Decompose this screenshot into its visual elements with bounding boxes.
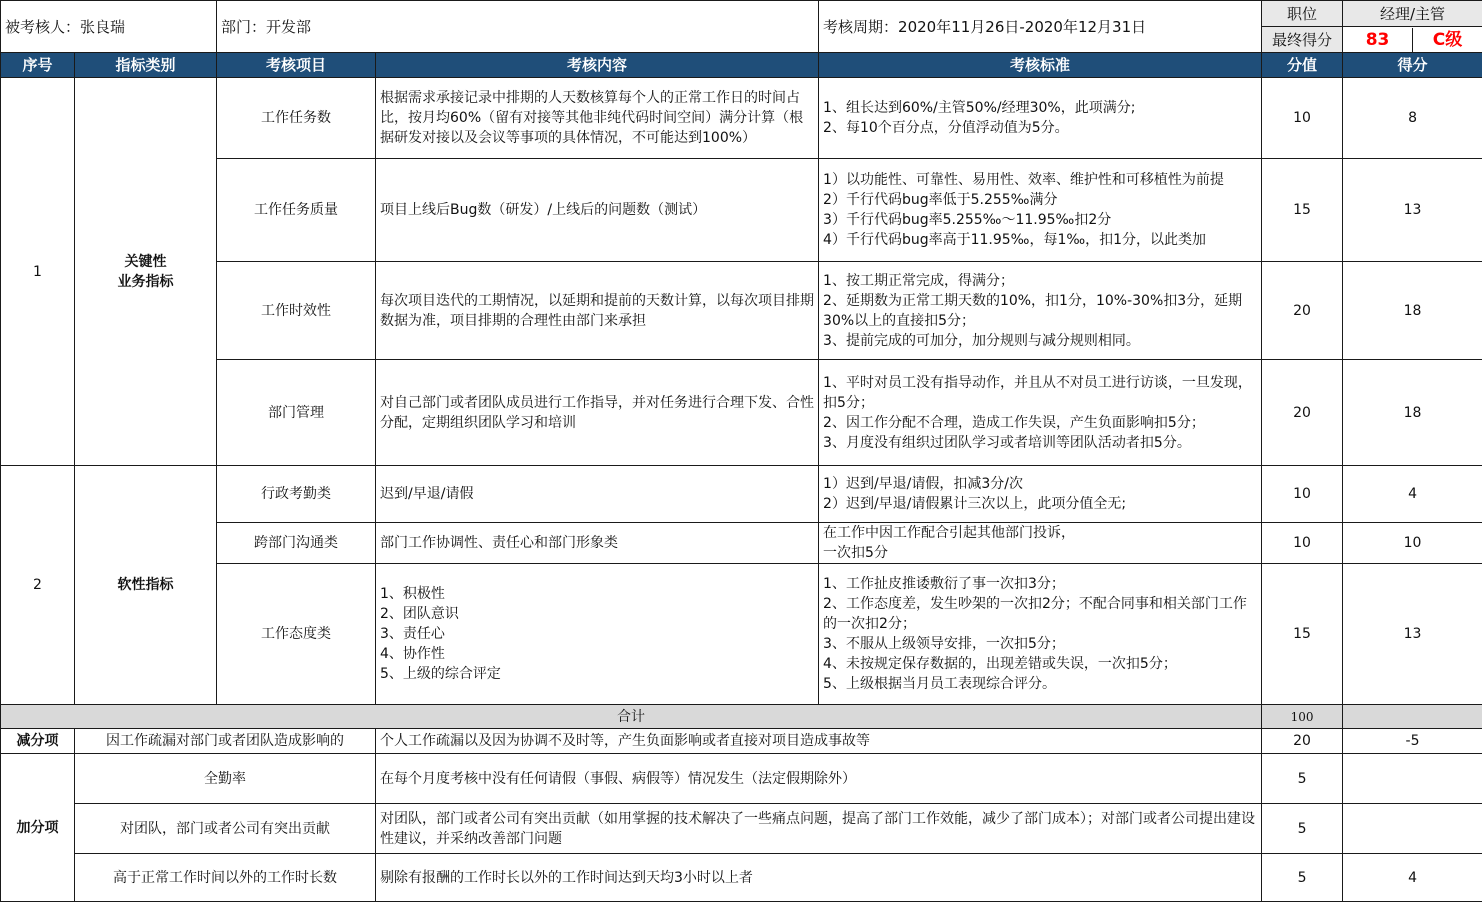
item-content: 每次项目迭代的工期情况，以延期和提前的天数计算，以每次项目排期数据为准，项目排期的合理性由部门来承担 bbox=[376, 262, 819, 360]
total-label: 合计 bbox=[1, 705, 1262, 729]
final-score-label: 最终得分 bbox=[1262, 27, 1343, 53]
total-points: 100 bbox=[1262, 705, 1343, 729]
bonus-content: 对团队，部门或者公司有突出贡献（如用掌握的技术解决了一些痛点问题，提高了部门工作效能，减少了部门成本）；对部门或者公司提出建设性建议，并采纳改善部门问题 bbox=[376, 804, 1262, 854]
item-score: 10 bbox=[1343, 523, 1482, 564]
item-score: 18 bbox=[1343, 360, 1482, 466]
bonus-content: 在每个月度考核中没有任何请假（事假、病假等）情况发生（法定假期除外） bbox=[376, 754, 1262, 804]
table-row bbox=[1, 159, 1482, 262]
bonus-project: 对团队，部门或者公司有突出贡献 bbox=[75, 804, 376, 854]
item-score: 4 bbox=[1343, 466, 1482, 523]
total-score bbox=[1343, 705, 1482, 729]
position-value: 经理/主管 bbox=[1343, 1, 1482, 27]
item-score: 13 bbox=[1343, 159, 1482, 262]
col-score: 得分 bbox=[1343, 53, 1482, 78]
table-row bbox=[1, 466, 1482, 523]
col-content: 考核内容 bbox=[376, 53, 819, 78]
bonus-content: 剔除有报酬的工作时长以外的工作时间达到天均3小时以上者 bbox=[376, 854, 1262, 902]
item-points: 10 bbox=[1262, 466, 1343, 523]
item-standard: 在工作中因工作配合引起其他部门投诉， 一次扣5分 bbox=[819, 523, 1262, 564]
group-category: 软性指标 bbox=[75, 466, 217, 705]
item-project: 行政考勤类 bbox=[217, 466, 376, 523]
item-score: 13 bbox=[1343, 564, 1482, 705]
deduction-points: 20 bbox=[1262, 729, 1343, 754]
col-category: 指标类别 bbox=[75, 53, 217, 78]
item-content: 迟到/早退/请假 bbox=[376, 466, 819, 523]
item-points: 10 bbox=[1262, 78, 1343, 159]
group-category: 关键性 业务指标 bbox=[75, 78, 217, 466]
item-standard: 1）以功能性、可靠性、易用性、效率、维护性和可移植性为前提 2）千行代码bug率低于5.255‰满分 3）千行代码bug率5.255‰～11.95‰扣2分 4）千行代码bug率高于11.95‰，每1‰，扣1分，以此类加 bbox=[819, 159, 1262, 262]
item-project: 工作任务质量 bbox=[217, 159, 376, 262]
item-content: 根据需求承接记录中排期的人天数核算每个人的正常工作日的时间占比，按月均60%（留有对接等其他非纯代码时间空间）满分计算（根据研发对接以及会议等事项的具体情况，不可能达到100%） bbox=[376, 78, 819, 159]
col-index: 序号 bbox=[1, 53, 75, 78]
group-index: 1 bbox=[1, 78, 75, 466]
department: 部门：开发部 bbox=[217, 1, 819, 53]
column-header-row bbox=[1, 53, 1482, 78]
item-project: 工作态度类 bbox=[217, 564, 376, 705]
deduction-row bbox=[1, 729, 1482, 754]
bonus-score bbox=[1343, 754, 1482, 804]
table-row bbox=[1, 523, 1482, 564]
table-row bbox=[1, 564, 1482, 705]
bonus-project: 全勤率 bbox=[75, 754, 376, 804]
item-project: 部门管理 bbox=[217, 360, 376, 466]
grade-badge: C级 bbox=[1432, 29, 1463, 50]
item-project: 跨部门沟通类 bbox=[217, 523, 376, 564]
item-content: 1、积极性 2、团队意识 3、责任心 4、协作性 5、上级的综合评定 bbox=[376, 564, 819, 705]
item-points: 20 bbox=[1262, 262, 1343, 360]
item-standard: 1）迟到/早退/请假，扣减3分/次 2）迟到/早退/请假累计三次以上，此项分值全无; bbox=[819, 466, 1262, 523]
item-content: 项目上线后Bug数（研发）/上线后的问题数（测试） bbox=[376, 159, 819, 262]
bonus-row bbox=[1, 754, 1482, 804]
item-points: 15 bbox=[1262, 564, 1343, 705]
col-standard: 考核标准 bbox=[819, 53, 1262, 78]
deduction-project: 因工作疏漏对部门或者团队造成影响的 bbox=[75, 729, 376, 754]
item-content: 部门工作协调性、责任心和部门形象类 bbox=[376, 523, 819, 564]
item-points: 15 bbox=[1262, 159, 1343, 262]
item-score: 18 bbox=[1343, 262, 1482, 360]
item-standard: 1、组长达到60%/主管50%/经理30%，此项满分; 2、每10个百分点，分值浮动值为5分。 bbox=[819, 78, 1262, 159]
bonus-row bbox=[1, 804, 1482, 854]
total-row bbox=[1, 705, 1482, 729]
bonus-points: 5 bbox=[1262, 754, 1343, 804]
bonus-points: 5 bbox=[1262, 854, 1343, 902]
item-content: 对自己部门或者团队成员进行工作指导，并对任务进行合理下发、合性分配，定期组织团队学习和培训 bbox=[376, 360, 819, 466]
item-project: 工作任务数 bbox=[217, 78, 376, 159]
item-points: 20 bbox=[1262, 360, 1343, 466]
item-standard: 1、按工期正常完成，得满分； 2、延期数为正常工期天数的10%，扣1分，10%-30%扣3分，延期30%以上的直接扣5分； 3、提前完成的可加分，加分规则与减分规则相同。 bbox=[819, 262, 1262, 360]
col-points: 分值 bbox=[1262, 53, 1343, 78]
deduction-score: -5 bbox=[1343, 729, 1482, 754]
item-points: 10 bbox=[1262, 523, 1343, 564]
item-score: 8 bbox=[1343, 78, 1482, 159]
bonus-points: 5 bbox=[1262, 804, 1343, 854]
item-standard: 1、平时对员工没有指导动作，并且从不对员工进行访谈，一旦发现，扣5分； 2、因工作分配不合理，造成工作失误，产生负面影响扣5分； 3、月度没有组织过团队学习或者培训等团队活动者扣5分。 bbox=[819, 360, 1262, 466]
deduction-label: 减分项 bbox=[1, 729, 75, 754]
col-project: 考核项目 bbox=[217, 53, 376, 78]
assessment-period: 考核周期：2020年11月26日-2020年12月31日 bbox=[819, 1, 1262, 53]
table-row bbox=[1, 78, 1482, 159]
item-project: 工作时效性 bbox=[217, 262, 376, 360]
bonus-row bbox=[1, 854, 1482, 902]
final-score-value: 83 bbox=[1343, 28, 1413, 52]
bonus-score: 4 bbox=[1343, 854, 1482, 902]
item-standard: 1、工作扯皮推诿敷衍了事一次扣3分； 2、工作态度差，发生吵架的一次扣2分；不配合同事和相关部门工作的一次扣2分； 3、不服从上级领导安排，一次扣5分； 4、未按规定保存数据的，出现差错或失误，一次扣5分； 5、上级根据当月员工表现综合评分。 bbox=[819, 564, 1262, 705]
table-row bbox=[1, 360, 1482, 466]
deduction-content: 个人工作疏漏以及因为协调不及时等，产生负面影响或者直接对项目造成事故等 bbox=[376, 729, 1262, 754]
position-label: 职位 bbox=[1262, 1, 1343, 27]
bonus-label: 加分项 bbox=[1, 754, 75, 902]
employee-name: 被考核人：张良瑞 bbox=[1, 1, 217, 53]
bonus-project: 高于正常工作时间以外的工作时长数 bbox=[75, 854, 376, 902]
bonus-score bbox=[1343, 804, 1482, 854]
group-index: 2 bbox=[1, 466, 75, 705]
table-row bbox=[1, 262, 1482, 360]
